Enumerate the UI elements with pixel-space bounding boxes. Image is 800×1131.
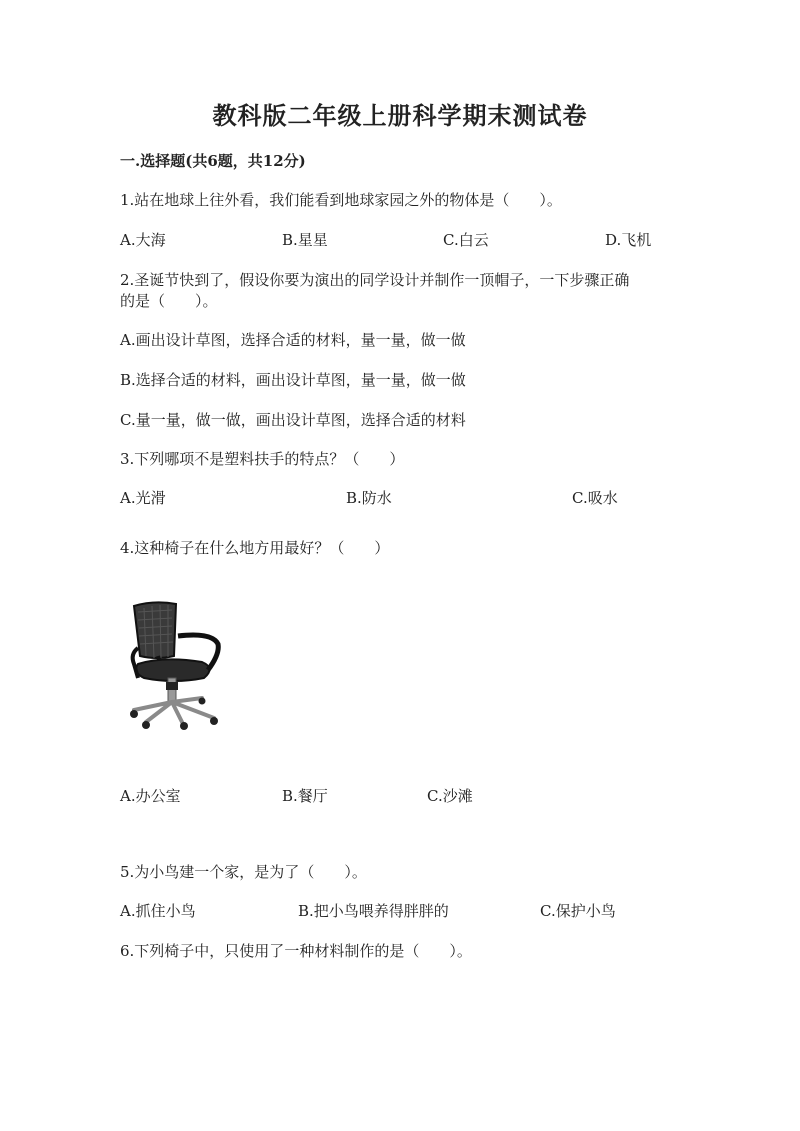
q1-option-d: D.飞机 [605,231,652,249]
office-chair-image [124,598,228,730]
q3-option-b: B.防水 [346,489,392,507]
question-4: 4.这种椅子在什么地方用最好？（ ） [120,539,390,557]
q5-option-a: A.抓住小鸟 [120,902,196,920]
question-5: 5.为小鸟建一个家，是为了（ ）。 [120,863,367,881]
q1-option-b: B.星星 [282,231,328,249]
q3-option-a: A.光滑 [120,489,166,507]
q2-option-c: C.量一量，做一做，画出设计草图，选择合适的材料 [120,411,466,429]
question-2-line-1: 2.圣诞节快到了，假设你要为演出的同学设计并制作一顶帽子，一下步骤正确 [120,271,630,289]
q1-option-a: A.大海 [120,231,166,249]
question-1: 1.站在地球上往外看，我们能看到地球家园之外的物体是（ ）。 [120,191,562,209]
q5-option-c: C.保护小鸟 [540,902,616,920]
question-2-line-2: 的是（ ）。 [120,292,218,310]
section-heading: 一.选择题(共6题，共12分) [120,152,306,170]
question-3: 3.下列哪项不是塑料扶手的特点？（ ） [120,450,405,468]
q2-option-b: B.选择合适的材料，画出设计草图，量一量，做一做 [120,371,466,389]
q4-option-b: B.餐厅 [282,787,328,805]
q4-option-a: A.办公室 [120,787,181,805]
q5-option-b: B.把小鸟喂养得胖胖的 [298,902,449,920]
q2-option-a: A.画出设计草图，选择合适的材料，量一量，做一做 [120,331,466,349]
page-title: 教科版二年级上册科学期末测试卷 [212,101,588,130]
question-6: 6.下列椅子中，只使用了一种材料制作的是（ ）。 [120,942,472,960]
q3-option-c: C.吸水 [572,489,618,507]
q4-option-c: C.沙滩 [427,787,473,805]
q1-option-c: C.白云 [443,231,489,249]
